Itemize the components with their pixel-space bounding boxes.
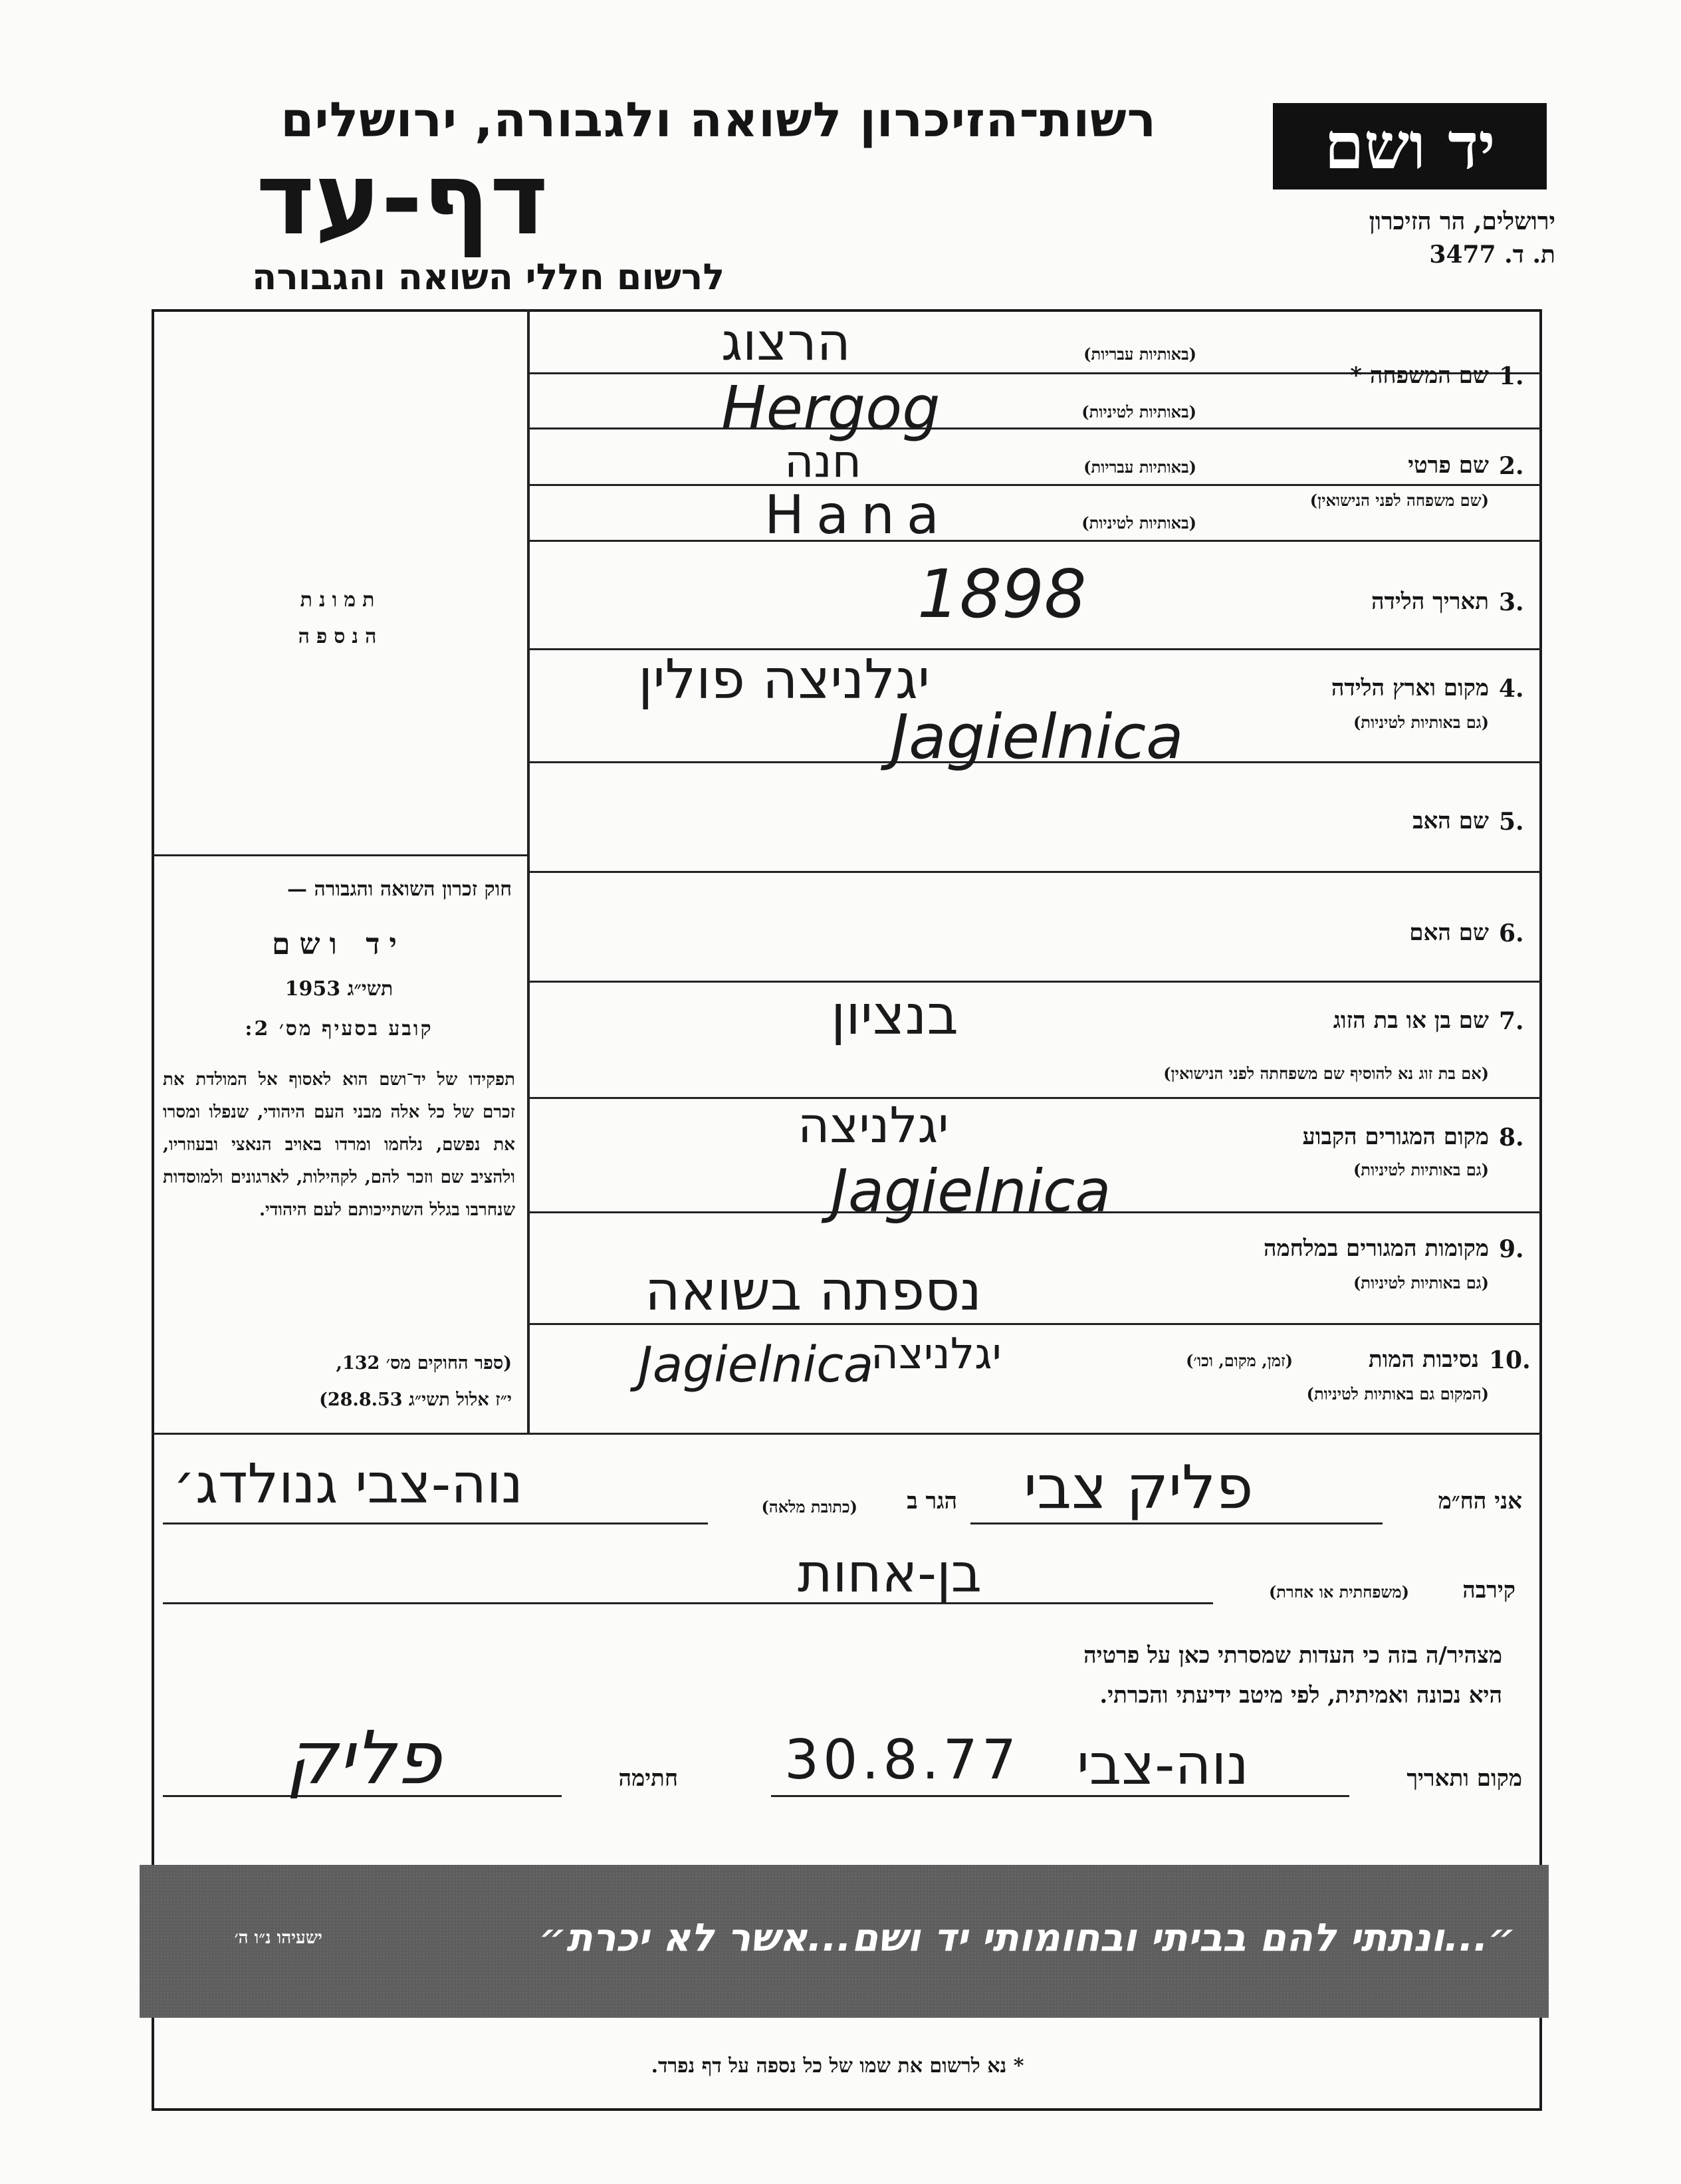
field-1-number: 1. [1499, 362, 1524, 390]
field-8-number: 8. [1499, 1124, 1524, 1152]
law-title: חוק זכרון השואה והגבורה — [287, 878, 512, 901]
law-source: (ספר החוקים מס׳ 132, [336, 1353, 512, 1374]
field-8-note: (גם באותיות לטיניות) [1353, 1160, 1489, 1179]
hw-date: 30.8.77 [784, 1729, 1020, 1792]
field-5-label: שם האב [1412, 808, 1489, 834]
law-clause: קובע בסעיף מס׳ 2: [245, 1017, 433, 1040]
declaration-statement-2: היא נכונה ואמיתית, לפי מיטב ידיעתי והכרתי. [1099, 1682, 1502, 1709]
hw-firstname-latin: Hana [764, 484, 951, 546]
row-line-7 [530, 1097, 1542, 1099]
witness-name-line[interactable] [970, 1522, 1383, 1524]
row-line-6 [530, 981, 1542, 983]
field-9-number: 9. [1499, 1235, 1524, 1263]
row-line-2b [530, 540, 1542, 542]
po-box: ת. ד. 3477 [1429, 241, 1555, 269]
law-date: י״ז אלול תשי״ג 28.8.53) [319, 1390, 512, 1410]
field-6-label: שם האם [1409, 919, 1489, 946]
law-name: יד ושם [272, 927, 406, 961]
field-10-label-note: (זמן, מקום, וכו׳) [1186, 1351, 1293, 1370]
field-2-number: 2. [1499, 452, 1524, 480]
row-line-2a [530, 484, 1542, 486]
witness-address-line[interactable] [163, 1522, 708, 1524]
field-1-sub-hebrew: (באותיות עבריות) [1083, 344, 1196, 364]
row-line-1b [530, 427, 1542, 429]
logo-text: יד ושם [1324, 108, 1496, 183]
photo-line1: תמונת [300, 588, 382, 612]
quote-banner [140, 1865, 1549, 2018]
hw-relation: בן-אחות [798, 1542, 982, 1604]
hw-birth-place-latin: Jagielnica [891, 701, 1184, 773]
declaration-statement-1: מצהיר/ה בזה כי העדות שמסרתי כאן על פרטיה [1083, 1642, 1502, 1669]
hw-residence-latin: Jagielnica [831, 1157, 1111, 1225]
hw-witness-name: פליק צבי [1024, 1453, 1254, 1522]
declaration-full-address: (כתובת מלאה) [761, 1497, 857, 1517]
photo-divider [152, 854, 528, 856]
authority-title: רשות־הזיכרון לשואה ולגבורה, ירושלים [280, 92, 1157, 148]
field-4-note: (גם באותיות לטיניות) [1353, 713, 1489, 732]
hw-signature: פליק [286, 1715, 441, 1800]
field-4-label: מקום וארץ הלידה [1331, 675, 1489, 701]
field-10-number: 10. [1489, 1346, 1531, 1374]
field-3-number: 3. [1499, 588, 1524, 616]
row-line-9 [530, 1323, 1542, 1325]
declaration-signature: חתימה [618, 1765, 678, 1792]
relation-line[interactable] [163, 1602, 1213, 1604]
law-text: תפקידו של יד־ושם הוא לאסוף אל המולדת את זכרם של כל אלה מבני העם היהודי, שנפלו ומסרו את נפשם, נלחמו ומרדו באויב הנאצי ובעוזריו, ולהציב שם וזכר להם, לקהילות, לארגונים ולמוסדות שנחרבו בגלל השתייכותם לעם היהודי. [163, 1070, 515, 1220]
hw-birth-year: 1898 [917, 555, 1087, 633]
hw-death-place-latin: Jagielnica [638, 1336, 874, 1394]
field-2-note: (שם משפחה לפני הנישואין) [1309, 491, 1489, 510]
yad-vashem-logo [1273, 103, 1547, 189]
field-1-sub-latin: (באותיות לטיניות) [1081, 402, 1196, 422]
fields-bottom [152, 1433, 1542, 1435]
field-5-number: 5. [1499, 808, 1524, 836]
footnote: * נא לרשום את שמו של כל נספה על דף נפרד. [651, 2054, 1024, 2078]
declaration-i-undersigned: אני הח״מ [1438, 1488, 1522, 1515]
place-date-line[interactable] [771, 1795, 1349, 1797]
field-7-number: 7. [1499, 1007, 1524, 1035]
hw-surname-hebrew: הרצוג [721, 312, 851, 372]
field-7-label: שם בן או בת הזוג [1333, 1007, 1489, 1034]
field-3-label: תאריך הלידה [1371, 588, 1489, 615]
banner-quote: ״...ונתתי להם בביתי ובחומותי יד ושם...אשר לא יכרת״ [538, 1915, 1515, 1960]
declaration-place-date: מקום ותאריך [1406, 1765, 1522, 1792]
hw-firstname-hebrew: חנה [784, 435, 862, 488]
hw-spouse: בנציון [831, 984, 958, 1047]
field-2-label: שם פרטי [1408, 452, 1489, 479]
declaration-resident-of: הגר ב [907, 1488, 957, 1515]
field-2-sub-latin: (באותיות לטיניות) [1081, 513, 1196, 533]
photo-line2: הנספה [298, 625, 384, 648]
law-year: תשי״ג 1953 [284, 977, 393, 1001]
field-4-number: 4. [1499, 675, 1524, 703]
hw-residence-hebrew: יגלניצה [798, 1097, 949, 1154]
hw-surname-latin: Hergog [721, 374, 941, 443]
banner-reference: ישעיהו נ״ו ה׳ [234, 1928, 322, 1948]
hw-death-place-hebrew: יגלניצה [871, 1330, 1002, 1379]
declaration-relation-note: (משפחתית או אחרת) [1268, 1582, 1409, 1602]
field-9-note: (גם באותיות לטיניות) [1353, 1273, 1489, 1292]
hw-place-sig: נוה-צבי [1077, 1732, 1249, 1797]
photo-placeholder [154, 312, 527, 852]
field-8-label: מקום המגורים הקבוע [1302, 1124, 1489, 1150]
field-7-note: (אם בת זוג נא להוסיף שם משפחתה לפני הנישואין) [1163, 1064, 1489, 1083]
form-title: דף-עד [256, 142, 548, 257]
field-6-number: 6. [1499, 919, 1524, 947]
field-10-label: נסיבות המות [1368, 1346, 1479, 1373]
hw-birth-place-hebrew: יגלניצה פולין [638, 648, 931, 711]
form-subtitle: לרשום חללי השואה והגבורה [252, 256, 725, 298]
hw-witness-address: נוה-צבי גנולדג׳ [173, 1453, 523, 1516]
field-10-note: (המקום גם באותיות לטיניות) [1306, 1384, 1489, 1403]
declaration-relation: קירבה [1462, 1577, 1515, 1604]
field-1-label: שם המשפחה * [1350, 362, 1489, 389]
field-9-label: מקומות המגורים במלחמה [1263, 1235, 1489, 1262]
field-2-sub-hebrew: (באותיות עבריות) [1083, 457, 1196, 477]
hw-war-residence: נספתה בשואה [645, 1260, 982, 1323]
address: ירושלים, הר הזיכרון [1369, 207, 1555, 235]
row-line-5 [530, 871, 1542, 873]
